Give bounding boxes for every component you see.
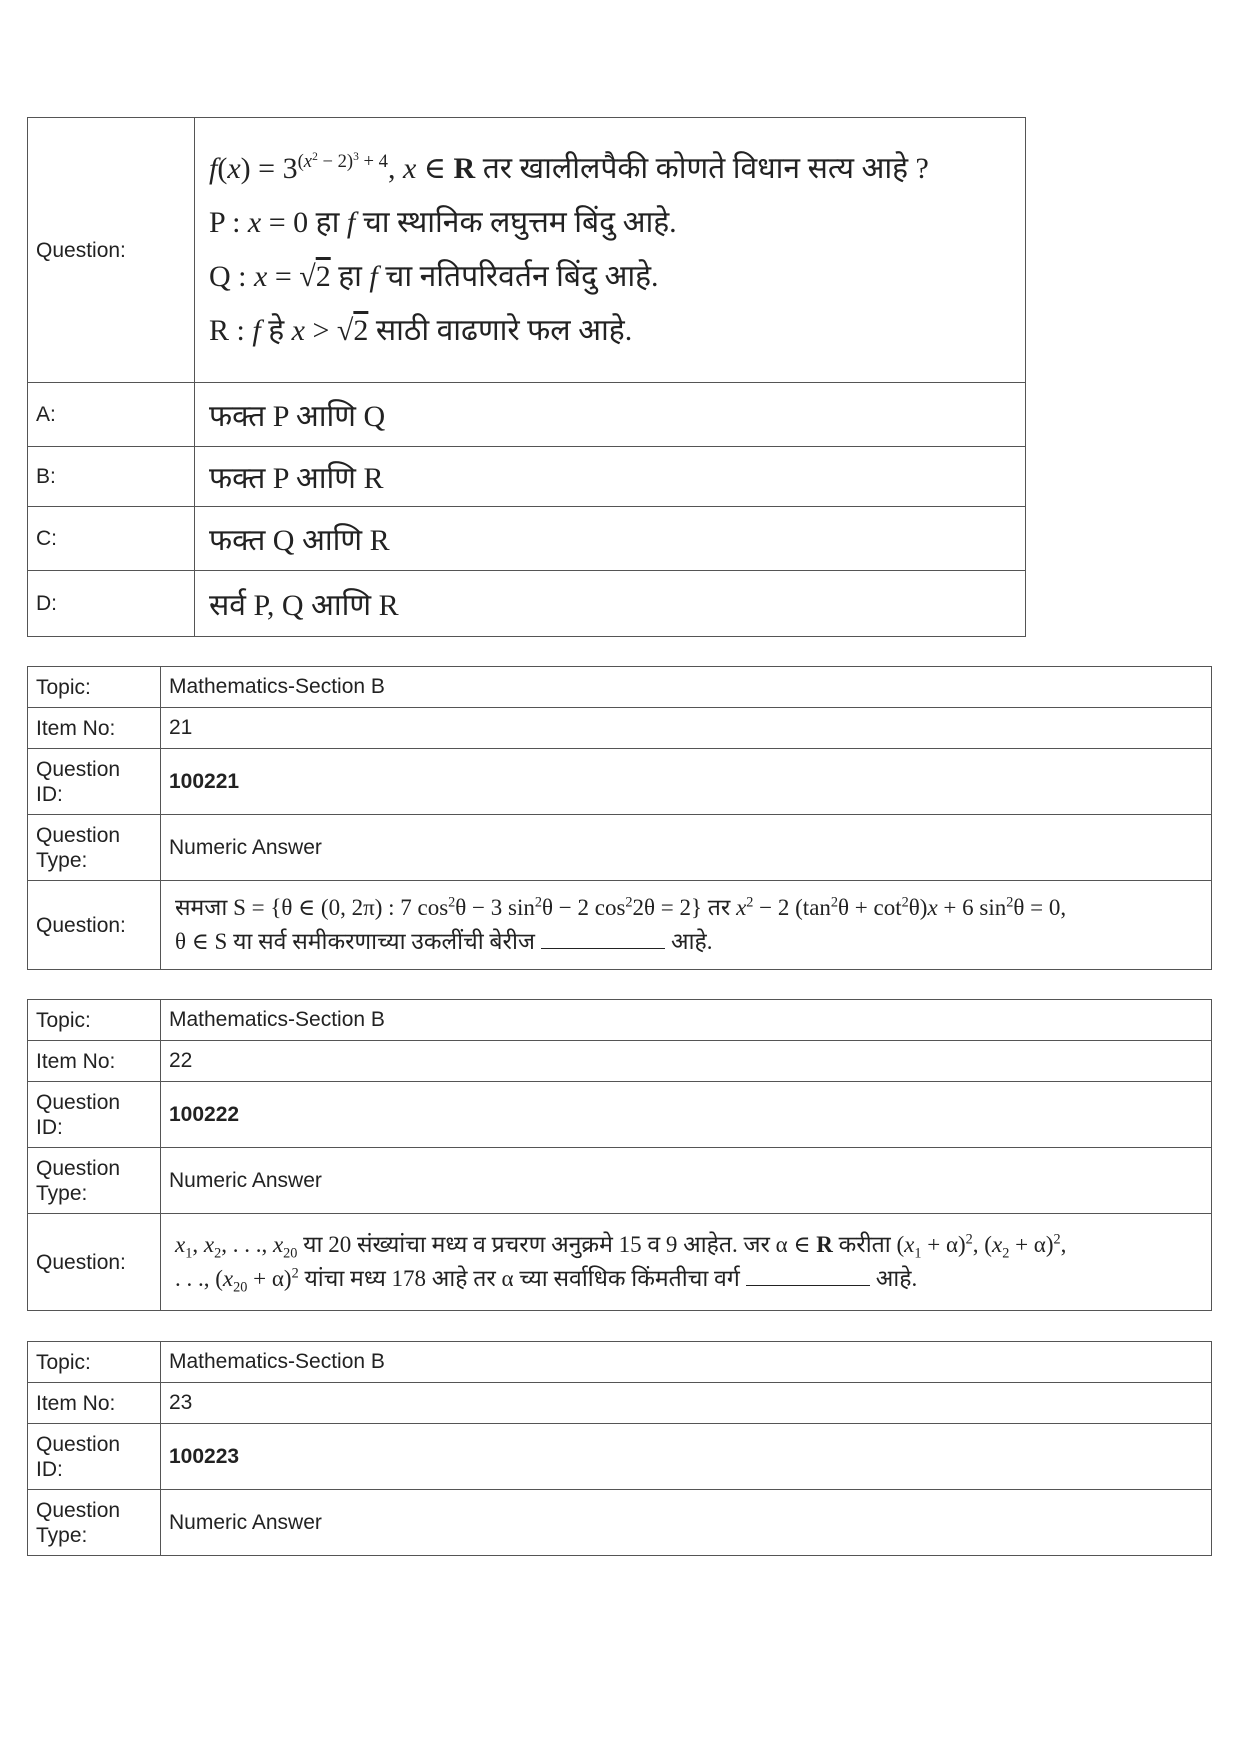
item-22-table — [27, 999, 1212, 1311]
option-d-text: सर्व P, Q आणि R — [195, 571, 1026, 637]
question-id-label: Question ID: — [28, 749, 161, 815]
topic-value: Mathematics-Section B — [161, 1000, 1212, 1041]
question-type-label: Question Type: — [28, 815, 161, 881]
question-id-label: Question ID: — [28, 1082, 161, 1148]
option-b-text: फक्त P आणि R — [195, 447, 1026, 507]
question-type-value: Numeric Answer — [161, 815, 1212, 881]
question-type-label: Question Type: — [28, 1148, 161, 1214]
question-text — [161, 1214, 1212, 1311]
question-line-3: Q : x = √2 हा f चा नतिपरिवर्तन बिंदु आहे. — [209, 260, 659, 293]
question-line-4: R : f हे x > √2 साठी वाढणारे फल आहे. — [209, 314, 633, 347]
question-id-value: 100222 — [161, 1082, 1212, 1148]
topic-value: Mathematics-Section B — [161, 1342, 1212, 1383]
question-type-value: Numeric Answer — [161, 1148, 1212, 1214]
item-no-value: 21 — [161, 708, 1212, 749]
question-line-2: θ ∈ S या सर्व समीकरणाच्या उकलींची बेरीज आहे. — [175, 929, 713, 954]
question-line-2: P : x = 0 हा f चा स्थानिक लघुत्तम बिंदु आहे. — [209, 206, 677, 239]
item-no-label: Item No: — [28, 1383, 161, 1424]
question-line-2: . . ., $(x_{20} + \alpha)^2$ यांचा मध्य 178 आहे तर α च्या सर्वाधिक किंमतीचा वर्ग आहे. — [175, 1265, 918, 1296]
question-line-1: $x_1$, $x_2$, . . ., $x_{20}$ या 20 संख्यांचा मध्य व प्रचरण अनुक्रमे 15 व 9 आहेत. जर α ∈ R करीता $(x_1 + \alpha)^2$, $(x_2 + \alpha)^2$, — [175, 1231, 1067, 1262]
answer-blank — [541, 928, 665, 949]
question-type-label: Question Type: — [28, 1490, 161, 1556]
answer-blank — [746, 1265, 870, 1286]
question-text — [161, 881, 1212, 970]
option-a-text: फक्त P आणि Q — [195, 383, 1026, 447]
option-b-label: B: — [28, 447, 195, 507]
option-c-label: C: — [28, 507, 195, 571]
question-text — [195, 118, 1026, 383]
question-id-value: 100221 — [161, 749, 1212, 815]
question-id-value: 100223 — [161, 1424, 1212, 1490]
question-type-value: Numeric Answer — [161, 1490, 1212, 1556]
item-23-table — [27, 1341, 1212, 1556]
question-label: Question: — [28, 881, 161, 970]
topic-label: Topic: — [28, 667, 161, 708]
item-no-label: Item No: — [28, 1041, 161, 1082]
item-no-value: 23 — [161, 1383, 1212, 1424]
item-21-table — [27, 666, 1212, 970]
option-d-label: D: — [28, 571, 195, 637]
item-no-value: 22 — [161, 1041, 1212, 1082]
question-20-table — [27, 117, 1026, 637]
topic-label: Topic: — [28, 1342, 161, 1383]
question-line-1: समजा S = {θ ∈ (0, 2π) : 7 $\cos^2\theta - 3$ $\sin^2\theta - 2$ $\cos^22\theta = 2$} तर $x^2 - 2$ $(\tan^2\theta + \cot^2\theta)x + 6$ $\sin^2\theta = 0$, — [175, 894, 1067, 920]
question-label: Question: — [28, 118, 195, 383]
topic-label: Topic: — [28, 1000, 161, 1041]
question-line-1: $f(x) = 3^{(x^2 - 2)^3 + 4}$, x ∈ R तर खालीलपैकी कोणते विधान सत्य आहे ? — [209, 150, 929, 185]
topic-value: Mathematics-Section B — [161, 667, 1212, 708]
option-a-label: A: — [28, 383, 195, 447]
question-id-label: Question ID: — [28, 1424, 161, 1490]
item-no-label: Item No: — [28, 708, 161, 749]
option-c-text: फक्त Q आणि R — [195, 507, 1026, 571]
question-label: Question: — [28, 1214, 161, 1311]
